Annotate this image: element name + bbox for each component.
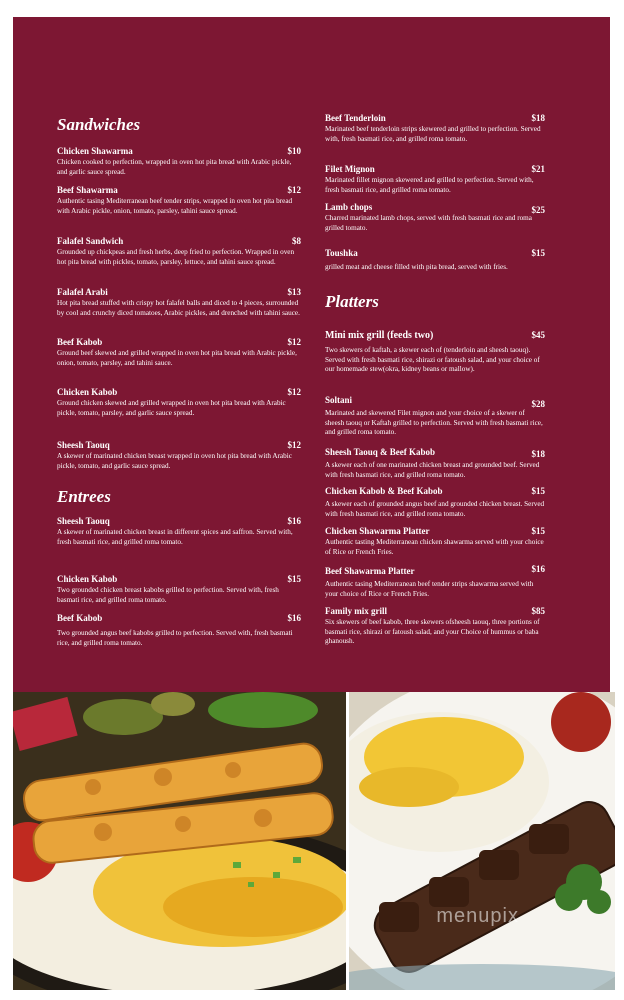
item-name: Toushka: [325, 248, 358, 258]
item-name: Filet Mignon: [325, 164, 375, 174]
item-price: $15: [531, 526, 545, 536]
menu-item: [57, 185, 301, 216]
item-name: Beef Tenderloin: [325, 113, 386, 123]
menu-item: [325, 526, 545, 557]
item-description: Marinated fillet mignon skewered and grilled to perfection. Served with, fresh basmati rice, and grilled roma tomato.: [325, 176, 534, 194]
item-name: Sheesh Taouq: [57, 516, 110, 526]
chicken-kabob-illustration: [13, 692, 346, 990]
item-description: A skewer of marinated chicken breast in different spices and saffron. Served with, fresh basmati rice, and grilled roma tomato.: [57, 528, 293, 546]
item-description: A skewer each of one marinated chicken breast and grounded beef. Served with fresh basmati rice, and grilled roma tomato.: [325, 461, 540, 479]
item-price: $16: [287, 613, 301, 623]
item-name: Soltani: [325, 395, 353, 405]
item-name: Sheesh Taouq: [57, 440, 110, 450]
item-price: $16: [531, 564, 545, 574]
watermark: menupix: [436, 905, 519, 927]
beef-kabob-illustration: [349, 692, 615, 990]
menu-item: [325, 330, 545, 375]
menu-item: [325, 202, 545, 233]
item-name: Falafel Arabi: [57, 287, 108, 297]
item-description: A skewer each of grounded angus beef and grounded chicken breast. Served with fresh basmati rice, and grilled roma tomato.: [325, 500, 545, 518]
menu-item: [57, 440, 301, 471]
menu-item: [57, 236, 301, 267]
item-price: $18: [531, 449, 545, 459]
food-photos: [13, 692, 615, 990]
item-description: Authentic tasting Mediterranean chicken shawarma served with your choice of Rice or French Fries.: [325, 538, 544, 556]
item-name: Lamb chops: [325, 202, 373, 212]
menu-item: [325, 447, 545, 480]
item-name: Mini mix grill (feeds two): [325, 330, 434, 341]
menu-item: [57, 337, 301, 368]
menu-item: [57, 516, 301, 547]
item-price: $12: [287, 387, 301, 397]
item-name: Chicken Kabob: [57, 574, 118, 584]
sandwiches-title: Sandwiches: [57, 115, 141, 134]
item-name: Chicken Kabob: [57, 387, 118, 397]
item-price: $25: [531, 205, 545, 215]
item-description: Authentic tasing Mediterranean beef tender strips, wrapped in oven hot pita bread with Arabic pickle, onion, tomato, parsley, tahini sauce spread.: [57, 197, 293, 215]
item-description: Ground beef skewed and grilled wrapped in oven hot pita bread with Arabic pickle, onion, tomato, parsley, and tahini sauce.: [57, 349, 297, 367]
menu-item: [57, 146, 301, 177]
item-name: Falafel Sandwich: [57, 236, 124, 246]
item-price: $45: [531, 330, 545, 340]
item-name: Sheesh Taouq & Beef Kabob: [325, 447, 436, 457]
entrees-title: Entrees: [57, 487, 111, 506]
platters-title: Platters: [325, 292, 379, 311]
chicken-kabob-photo: [13, 692, 346, 990]
menu-item: [325, 248, 545, 273]
item-price: $16: [287, 516, 301, 526]
item-price: $10: [287, 146, 301, 156]
item-price: $12: [287, 337, 301, 347]
item-name: Beef Shawarma Platter: [325, 566, 415, 576]
menu-item: [325, 486, 545, 519]
item-price: $15: [531, 248, 545, 258]
menu-item: [57, 574, 301, 605]
item-description: Hot pita bread stuffed with crispy hot falafel balls and diced to 4 pieces, surrounded by cool and crunchy diced tomatoes, Arabic pickles, and drenched with tahini sauce.: [57, 299, 300, 317]
item-description: Two grounded angus beef kabobs grilled to perfection. Served with, fresh basmati rice, and grilled roma tomato.: [57, 629, 293, 647]
item-price: $8: [292, 236, 301, 246]
item-name: Family mix grill: [325, 606, 387, 616]
item-name: Chicken Shawarma Platter: [325, 526, 430, 536]
item-price: $15: [531, 486, 545, 496]
item-description: Grounded up chickpeas and fresh herbs, deep fried to perfection. Wrapped in oven hot pita bread with pickles, tomato, parsley, lettuce, and tahini sauce spread.: [57, 248, 295, 266]
item-description: Ground chicken skewed and grilled wrapped in oven hot pita bread with Arabic pickle, tomato, parsley, and garlic sauce spread.: [57, 399, 286, 417]
item-price: $85: [531, 606, 545, 616]
menu-item: [57, 613, 301, 648]
item-name: Chicken Kabob & Beef Kabob: [325, 486, 443, 496]
menu-item: [57, 287, 301, 318]
item-description: Two skewers of kaftah, a skewer each of (tenderloin and sheesh taouq). Served with fresh basmati rice, shirazi or fatoush salad, and your choice of our homemade stew(okra, kidney beans or mallow).: [325, 346, 540, 374]
item-price: $13: [287, 287, 301, 297]
menu-item: [325, 164, 545, 195]
item-name: Chicken Shawarma: [57, 146, 133, 156]
item-name: Beef Shawarma: [57, 185, 118, 195]
item-description: Authentic tasing Mediterranean beef tender strips shawarma served with your choice of Rice or French Fries.: [325, 580, 534, 598]
item-description: Two grounded chicken breast kabobs grilled to perfection. Served with, fresh basmati rice, and grilled roma tomato.: [57, 586, 279, 604]
item-description: Marinated and skewered Filet mignon and your choice of a skewer of sheesh taouq or Kaftah grilled to perfection. Served with fresh basmati rice, and grilled roma tomato.: [325, 409, 543, 437]
beef-kabob-photo: [349, 692, 615, 990]
item-price: $12: [287, 440, 301, 450]
item-price: $12: [287, 185, 301, 195]
item-description: Six skewers of beef kabob, three skewers ofsheesh taouq, three portions of basmati rice, shirazi or fatoush salad, and your Choice of hummus or baba ghanoush.: [325, 618, 540, 646]
menu-item: [325, 606, 545, 647]
item-description: grilled meat and cheese filled with pita bread, served with fries.: [325, 263, 508, 271]
item-price: $18: [531, 113, 545, 123]
item-name: Beef Kabob: [57, 337, 103, 347]
menu-item: [325, 113, 545, 144]
menu-item: [57, 387, 301, 418]
item-name: Beef Kabob: [57, 613, 103, 623]
item-price: $21: [531, 164, 545, 174]
menu-item: [325, 395, 545, 438]
item-description: Marinated beef tenderloin strips skewered and grilled to perfection. Served with, fresh basmati rice, and grilled roma tomato.: [325, 125, 541, 143]
menu-item: [325, 566, 545, 599]
item-description: Charred marinated lamb chops, served with fresh basmati rice and roma grilled tomato.: [325, 214, 532, 232]
item-description: A skewer of marinated chicken breast wrapped in oven hot pita bread with Arabic pickle, tomato, and garlic sauce spread.: [57, 452, 292, 470]
item-price: $15: [287, 574, 301, 584]
item-price: $28: [531, 399, 545, 409]
item-description: Chicken cooked to perfection, wrapped in oven hot pita bread with Arabic pickle, and garlic sauce spread.: [57, 158, 292, 176]
